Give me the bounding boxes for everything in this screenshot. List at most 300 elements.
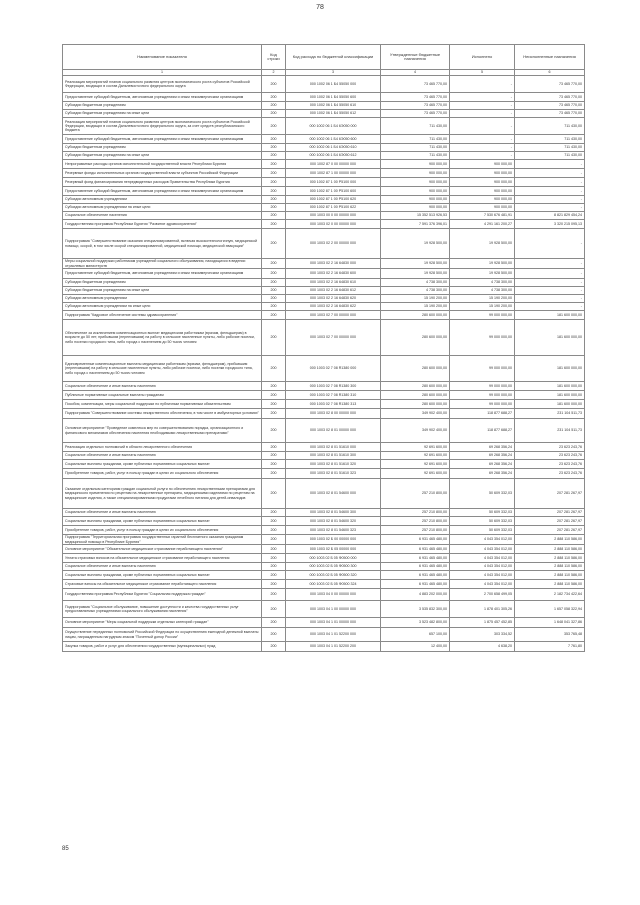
row-name: Реализация отдельных полномочий в области лекарственного обеспечения <box>63 443 262 452</box>
row-name: Субсидии бюджетным учреждениям <box>63 279 262 287</box>
row-code: 200 <box>262 469 286 479</box>
row-plan: 900 000,00 <box>381 169 450 178</box>
row-rest: 2 888 110 586,00 <box>515 554 585 563</box>
row-name: Субсидии автономным учреждениям на иные цели <box>63 204 262 212</box>
row-done: 1 875 457 452,85 <box>450 618 515 628</box>
row-plan: 6 931 465 480,00 <box>381 535 450 545</box>
row-name: Государственная программа Республики Бурятия "Развитие здравоохранения" <box>63 220 262 229</box>
row-code: 200 <box>262 554 286 563</box>
row-code: 200 <box>262 443 286 452</box>
row-plan: 6 931 465 480,00 <box>381 580 450 589</box>
row-name: Приобретение товаров, работ, услуг в пользу граждан в целях их социального обеспечения <box>63 526 262 535</box>
row-code: 200 <box>262 356 286 382</box>
row-rest: 2 888 110 586,00 <box>515 545 585 554</box>
row-rest: 73 465 770,00 <box>515 102 585 110</box>
row-plan: 349 902 400,00 <box>381 409 450 419</box>
col-header-plan: Утвержденные бюджетные назначения <box>381 45 450 70</box>
row-plan: 900 000,00 <box>381 160 450 169</box>
row-name: Социальное обеспечение и иные выплаты населению <box>63 382 262 391</box>
row-kbk: 000 1003 02 8 01 51610 300 <box>286 452 381 460</box>
row-plan: 73 465 770,00 <box>381 76 450 93</box>
row-plan: 19 928 500,00 <box>381 269 450 279</box>
table-row <box>63 178 585 187</box>
table-row <box>63 571 585 580</box>
row-name: Субсидии бюджетным учреждениям на иные цели <box>63 152 262 160</box>
row-kbk: 000 1003 02 Б 05 00000 000 <box>286 545 381 554</box>
row-done: 118 877 688,27 <box>450 409 515 419</box>
table-row <box>63 563 585 571</box>
row-done: 4 043 354 012,00 <box>450 571 515 580</box>
row-kbk: 000 1003 02 7 08 R1380 313 <box>286 400 381 409</box>
row-name: Предоставление субсидий бюджетным, автономным учреждениям и иным некоммерческим организациям <box>63 269 262 279</box>
row-kbk: 000 1002 06 1 Б4 6Э050 000 <box>286 118 381 135</box>
table-row <box>63 279 585 287</box>
row-code: 200 <box>262 452 286 460</box>
col-header-name: Наименование показателя <box>63 45 262 70</box>
row-code: 200 <box>262 178 286 187</box>
row-kbk: 000 1002 06 1 Б4 55050 600 <box>286 93 381 102</box>
table-row <box>63 535 585 545</box>
row-done: - <box>450 144 515 152</box>
col-header-kbk: Код расхода по бюджетной классификации <box>286 45 381 70</box>
row-kbk: 000 1003 02 2 16 64830 610 <box>286 279 381 287</box>
table-row <box>63 419 585 443</box>
row-code: 200 <box>262 400 286 409</box>
row-code: 200 <box>262 419 286 443</box>
row-code: 200 <box>262 76 286 93</box>
row-code: 200 <box>262 279 286 287</box>
row-code: 200 <box>262 479 286 509</box>
row-rest: 1 648 041 327,86 <box>515 618 585 628</box>
row-code: 200 <box>262 187 286 196</box>
row-kbk: 000 1003 02 Б 05 Ф0500 300 <box>286 563 381 571</box>
row-code: 200 <box>262 382 286 391</box>
row-done: 4 043 354 012,00 <box>450 535 515 545</box>
row-done: 50 609 332,03 <box>450 517 515 526</box>
col-index: 6 <box>515 70 585 76</box>
row-rest: 2 888 110 586,00 <box>515 563 585 571</box>
row-kbk: 000 1003 04 1 01 00000 000 <box>286 618 381 628</box>
table-row <box>63 469 585 479</box>
row-done: 7 530 676 481,91 <box>450 212 515 220</box>
row-rest: - <box>515 160 585 169</box>
row-plan: 3 523 482 800,00 <box>381 618 450 628</box>
row-kbk: 000 1003 02 8 01 51610 320 <box>286 460 381 469</box>
row-done: 900 000,00 <box>450 178 515 187</box>
row-kbk: 000 1003 04 1 01 52200 000 <box>286 628 381 642</box>
row-kbk: 000 1003 02 7 08 R1380 300 <box>286 382 381 391</box>
table-row <box>63 259 585 269</box>
row-rest: 181 600 000,00 <box>515 400 585 409</box>
col-index: 1 <box>63 70 262 76</box>
row-done: 4 043 354 012,00 <box>450 563 515 571</box>
row-code: 200 <box>262 269 286 279</box>
row-done: 69 268 356,24 <box>450 443 515 452</box>
row-rest: - <box>515 259 585 269</box>
row-kbk: 000 1003 02 8 01 51610 323 <box>286 469 381 479</box>
row-kbk: 000 1002 87 1 00 Р5100 622 <box>286 204 381 212</box>
row-code: 200 <box>262 509 286 517</box>
row-kbk: 000 1002 06 1 Б4 55050 610 <box>286 102 381 110</box>
col-index: 5 <box>450 70 515 76</box>
row-kbk: 000 1003 02 2 16 64830 612 <box>286 287 381 295</box>
row-done: 4 738 300,00 <box>450 287 515 295</box>
row-done: 900 000,00 <box>450 187 515 196</box>
row-name: Субсидии бюджетным учреждениям <box>63 102 262 110</box>
table-body <box>63 76 585 652</box>
row-rest: 231 104 511,73 <box>515 419 585 443</box>
table-row <box>63 460 585 469</box>
row-rest: 23 623 243,76 <box>515 469 585 479</box>
row-kbk: 000 1003 04 1 00 00000 000 <box>286 601 381 618</box>
row-name: Закупка товаров, работ и услуг для обеспечения государственных (муниципальных) нужд <box>63 642 262 652</box>
row-code: 200 <box>262 135 286 144</box>
row-name: Непрограммные расходы органов исполнительной государственной власти Республики Бурятия <box>63 160 262 169</box>
row-rest: 2 888 110 586,00 <box>515 535 585 545</box>
row-name: Реализация мероприятий планов социального развития центров экономического роста субъектов Российской Федерации, входящих в состав Дальневосточного федерального округа <box>63 76 262 93</box>
row-name: Предоставление субсидий бюджетным, автономным учреждениям и иным некоммерческим организациям <box>63 135 262 144</box>
row-name: Публичные нормативные социальные выплаты гражданам <box>63 391 262 400</box>
row-kbk: 000 1003 02 8 01 54600 300 <box>286 509 381 517</box>
row-code: 200 <box>262 589 286 601</box>
row-code: 200 <box>262 169 286 178</box>
row-rest: 711 430,00 <box>515 135 585 144</box>
row-done: 4 043 354 012,00 <box>450 545 515 554</box>
row-rest: 73 465 770,00 <box>515 76 585 93</box>
row-kbk: 000 1002 87 1 00 Р5100 600 <box>286 187 381 196</box>
col-index: 2 <box>262 70 286 76</box>
row-done: - <box>450 110 515 118</box>
row-rest: 23 623 243,76 <box>515 452 585 460</box>
row-kbk: 000 1003 02 8 00 00000 000 <box>286 409 381 419</box>
row-done: 303 334,52 <box>450 628 515 642</box>
row-done: 99 000 000,00 <box>450 311 515 320</box>
row-code: 200 <box>262 618 286 628</box>
table-row <box>63 160 585 169</box>
row-plan: 73 465 770,00 <box>381 93 450 102</box>
row-name: Субсидии бюджетным учреждениям <box>63 144 262 152</box>
row-code: 200 <box>262 545 286 554</box>
row-code: 200 <box>262 601 286 618</box>
row-rest: 207 281 267,97 <box>515 526 585 535</box>
row-done: 50 609 332,03 <box>450 479 515 509</box>
row-code: 200 <box>262 196 286 204</box>
table-row <box>63 118 585 135</box>
row-done: 4 043 354 012,00 <box>450 554 515 563</box>
row-rest: 207 281 267,97 <box>515 509 585 517</box>
row-kbk: 000 1002 87 1 00 Р5100 620 <box>286 196 381 204</box>
row-kbk: 000 1003 02 7 00 00000 000 <box>286 320 381 356</box>
row-name: Меры социальной поддержки работникам учреждений социального обслуживания, находящихся в ведении отраслевых министерств <box>63 259 262 269</box>
row-plan: 349 902 400,00 <box>381 419 450 443</box>
col-header-done: Исполнено <box>450 45 515 70</box>
table-row <box>63 303 585 311</box>
row-name: Страховые взносы на обязательное медицинское страхование неработающего населения <box>63 580 262 589</box>
row-name: Подпрограмма "Кадровое обеспечение системы здравоохранения" <box>63 311 262 320</box>
row-kbk: 000 1003 02 8 01 54600 000 <box>286 479 381 509</box>
row-plan: 15 190 200,00 <box>381 295 450 303</box>
row-plan: 3 535 832 300,00 <box>381 601 450 618</box>
row-rest: 181 600 000,00 <box>515 311 585 320</box>
row-code: 200 <box>262 563 286 571</box>
table-row <box>63 409 585 419</box>
row-done: 99 000 000,00 <box>450 400 515 409</box>
row-rest: 2 888 110 586,00 <box>515 580 585 589</box>
row-code: 200 <box>262 571 286 580</box>
row-code: 200 <box>262 320 286 356</box>
table-row <box>63 400 585 409</box>
row-plan: 15 352 513 926,53 <box>381 212 450 220</box>
row-plan: 4 738 300,00 <box>381 279 450 287</box>
row-plan: 280 600 000,00 <box>381 311 450 320</box>
row-name: Приобретение товаров, работ, услуг в пользу граждан в целях их социального обеспечения <box>63 469 262 479</box>
table-row <box>63 204 585 212</box>
row-code: 200 <box>262 160 286 169</box>
row-code: 200 <box>262 229 286 259</box>
row-done: 900 000,00 <box>450 196 515 204</box>
row-done: 1 878 401 305,26 <box>450 601 515 618</box>
table-row <box>63 93 585 102</box>
row-code: 200 <box>262 642 286 652</box>
row-plan: 6 931 465 480,00 <box>381 554 450 563</box>
row-plan: 257 210 800,00 <box>381 517 450 526</box>
table-row <box>63 212 585 220</box>
row-name: Субсидии автономным учреждениям <box>63 295 262 303</box>
row-code: 200 <box>262 526 286 535</box>
row-done: 99 000 000,00 <box>450 320 515 356</box>
row-name: Субсидии автономным учреждениям <box>63 196 262 204</box>
table-row <box>63 295 585 303</box>
row-plan: 19 928 500,00 <box>381 259 450 269</box>
row-plan: 280 600 000,00 <box>381 320 450 356</box>
row-kbk: 000 1002 87 0 00 00000 000 <box>286 160 381 169</box>
row-rest: 181 600 000,00 <box>515 391 585 400</box>
row-code: 200 <box>262 93 286 102</box>
row-rest: - <box>515 295 585 303</box>
row-name: Субсидии бюджетным учреждениям на иные цели <box>63 287 262 295</box>
row-name: Социальное обеспечение и иные выплаты населению <box>63 563 262 571</box>
table-row <box>63 642 585 652</box>
table-row <box>63 443 585 452</box>
row-plan: 900 000,00 <box>381 196 450 204</box>
row-code: 200 <box>262 295 286 303</box>
row-name: Основное мероприятие "Проведение комплекса мер по совершенствованию порядка, организационного и финансового механизмов обеспечения населения необходимыми лекарственными препаратами" <box>63 419 262 443</box>
row-plan: 900 000,00 <box>381 187 450 196</box>
col-index: 4 <box>381 70 450 76</box>
row-done: 50 609 332,03 <box>450 509 515 517</box>
row-plan: 280 600 000,00 <box>381 391 450 400</box>
row-rest: 711 430,00 <box>515 144 585 152</box>
row-kbk: 000 1003 02 2 16 64830 620 <box>286 295 381 303</box>
row-rest: 181 600 000,00 <box>515 356 585 382</box>
row-kbk: 000 1003 02 2 16 64830 622 <box>286 303 381 311</box>
table-row <box>63 196 585 204</box>
row-rest: 711 430,00 <box>515 152 585 160</box>
row-rest: - <box>515 279 585 287</box>
row-plan: 280 600 000,00 <box>381 400 450 409</box>
row-kbk: 000 1002 87 1 00 00000 000 <box>286 169 381 178</box>
row-plan: 711 430,00 <box>381 144 450 152</box>
table-row <box>63 479 585 509</box>
row-name: Государственная программа Республики Бурятия "Социальная поддержка граждан" <box>63 589 262 601</box>
row-rest: 73 465 770,00 <box>515 93 585 102</box>
row-code: 200 <box>262 220 286 229</box>
row-rest: 2 182 734 422,64 <box>515 589 585 601</box>
row-done: 900 000,00 <box>450 169 515 178</box>
row-name: Осуществление переданных полномочий Российской Федерации по осуществлению ежегодной денежной выплаты лицам, награжденным нагрудным знаком "Почетный донор России" <box>63 628 262 642</box>
table-row <box>63 589 585 601</box>
row-code: 200 <box>262 409 286 419</box>
row-plan: 4 738 300,00 <box>381 287 450 295</box>
table-row <box>63 144 585 152</box>
table-row <box>63 269 585 279</box>
table-row <box>63 169 585 178</box>
row-rest: - <box>515 169 585 178</box>
row-code: 200 <box>262 204 286 212</box>
page-number-top: 78 <box>316 4 324 11</box>
row-rest: - <box>515 178 585 187</box>
row-plan: 280 600 000,00 <box>381 356 450 382</box>
row-name: Пособия, компенсации, меры социальной поддержки по публичным нормативным обязательствам <box>63 400 262 409</box>
row-code: 200 <box>262 287 286 295</box>
row-done: 15 190 200,00 <box>450 295 515 303</box>
row-kbk: 000 1003 02 Б 00 00000 000 <box>286 535 381 545</box>
row-done: 99 000 000,00 <box>450 356 515 382</box>
row-kbk: 000 1003 02 8 01 51610 000 <box>286 443 381 452</box>
row-rest: - <box>515 196 585 204</box>
row-name: Субсидии бюджетным учреждениям на иные цели <box>63 110 262 118</box>
row-done: 2 700 658 499,05 <box>450 589 515 601</box>
row-rest: - <box>515 204 585 212</box>
row-done: 99 000 000,00 <box>450 382 515 391</box>
table-row <box>63 526 585 535</box>
row-kbk: 000 1003 02 2 16 64830 000 <box>286 259 381 269</box>
row-rest: 353 765,48 <box>515 628 585 642</box>
row-code: 200 <box>262 535 286 545</box>
row-plan: 6 931 465 480,00 <box>381 545 450 554</box>
row-plan: 92 691 600,00 <box>381 452 450 460</box>
row-rest: 8 821 829 454,24 <box>515 212 585 220</box>
row-code: 200 <box>262 118 286 135</box>
row-plan: 6 931 465 480,00 <box>381 571 450 580</box>
row-done: 69 268 356,24 <box>450 460 515 469</box>
row-done: 69 268 356,24 <box>450 452 515 460</box>
row-done: 4 738 300,00 <box>450 279 515 287</box>
row-name: Реализация мероприятий планов социального развития центров экономического роста субъектов Российской Федерации, входящих в состав Дальневосточного федерального округа, за счет средств республиканского бюджета <box>63 118 262 135</box>
row-done: 99 000 000,00 <box>450 391 515 400</box>
row-kbk: 000 1002 06 1 Б4 6Э050 612 <box>286 152 381 160</box>
row-kbk: 000 1003 02 2 00 00000 000 <box>286 229 381 259</box>
col-index: 3 <box>286 70 381 76</box>
row-kbk: 000 1003 04 0 00 00000 000 <box>286 589 381 601</box>
row-code: 200 <box>262 311 286 320</box>
row-plan: 4 883 202 000,00 <box>381 589 450 601</box>
row-kbk: 000 1002 06 1 Б4 55050 612 <box>286 110 381 118</box>
row-name: Социальное обеспечение и иные выплаты населению <box>63 509 262 517</box>
row-plan: 657 100,00 <box>381 628 450 642</box>
row-rest: 73 465 770,00 <box>515 110 585 118</box>
row-plan: 900 000,00 <box>381 178 450 187</box>
row-rest: 7 761,80 <box>515 642 585 652</box>
row-plan: 12 400,00 <box>381 642 450 652</box>
row-kbk: 000 1003 02 7 08 R1380 000 <box>286 356 381 382</box>
row-plan: 73 465 770,00 <box>381 102 450 110</box>
table-row <box>63 545 585 554</box>
row-code: 200 <box>262 144 286 152</box>
row-name: Субсидии автономным учреждениям на иные цели <box>63 303 262 311</box>
row-name: Резервные фонды исполнительных органов государственной власти субъектов Российской Федерации <box>63 169 262 178</box>
row-kbk: 000 1003 02 0 00 00000 000 <box>286 220 381 229</box>
row-plan: 257 210 800,00 <box>381 526 450 535</box>
table-row <box>63 601 585 618</box>
table-row <box>63 187 585 196</box>
table-row <box>63 554 585 563</box>
row-name: Социальные выплаты гражданам, кроме публичных нормативных социальных выплат <box>63 517 262 526</box>
row-done: 69 268 356,24 <box>450 469 515 479</box>
row-kbk: 000 1003 02 7 08 R1380 310 <box>286 391 381 400</box>
row-rest: 207 281 267,97 <box>515 517 585 526</box>
row-name: Социальное обеспечение и иные выплаты населению <box>63 452 262 460</box>
row-done: 19 928 500,00 <box>450 269 515 279</box>
row-done: 900 000,00 <box>450 204 515 212</box>
row-kbk: 000 1003 02 2 16 64830 600 <box>286 269 381 279</box>
row-rest: 2 888 110 586,00 <box>515 571 585 580</box>
table-row <box>63 452 585 460</box>
table-row <box>63 618 585 628</box>
row-done: - <box>450 76 515 93</box>
row-done: - <box>450 152 515 160</box>
row-done: 50 609 332,03 <box>450 526 515 535</box>
row-rest: 207 281 267,97 <box>515 479 585 509</box>
row-kbk: 000 1002 87 1 00 Р5100 000 <box>286 178 381 187</box>
row-rest: 711 430,00 <box>515 118 585 135</box>
row-name: Основное мероприятие "Обязательное медицинское страхование неработающего населения" <box>63 545 262 554</box>
table-row <box>63 320 585 356</box>
row-code: 200 <box>262 259 286 269</box>
row-done: 15 190 200,00 <box>450 303 515 311</box>
table-row <box>63 628 585 642</box>
row-rest: 23 623 243,76 <box>515 460 585 469</box>
row-done: 4 291 161 200,27 <box>450 220 515 229</box>
row-plan: 711 430,00 <box>381 135 450 144</box>
row-name: Предоставление субсидий бюджетным, автономным учреждениям и иным некоммерческим организациям <box>63 187 262 196</box>
row-plan: 711 430,00 <box>381 118 450 135</box>
row-code: 200 <box>262 580 286 589</box>
table-row <box>63 382 585 391</box>
row-name: Социальные выплаты гражданам, кроме публичных нормативных социальных выплат <box>63 460 262 469</box>
row-kbk: 000 1003 02 Б 05 Ф0500 000 <box>286 554 381 563</box>
row-rest: 181 600 000,00 <box>515 382 585 391</box>
row-rest: 3 320 215 095,13 <box>515 220 585 229</box>
row-kbk: 000 1002 06 1 Б4 6Э050 610 <box>286 144 381 152</box>
row-name: Резервный фонд финансирования непредвиденных расходов Правительства Республики Бурятия <box>63 178 262 187</box>
row-plan: 900 000,00 <box>381 204 450 212</box>
row-rest: - <box>515 287 585 295</box>
table-row <box>63 152 585 160</box>
row-plan: 92 691 600,00 <box>381 469 450 479</box>
row-code: 200 <box>262 391 286 400</box>
col-header-code: Код строки <box>262 45 286 70</box>
row-name: Единовременные компенсационные выплаты медицинским работникам (врачам, фельдшерам), прибывшим (переехавшим) на работу в сельские населенные пункты, либо рабочие поселки, либо поселки городского типа, либо города с населением до 50 тысяч человек <box>63 356 262 382</box>
row-name: Уплата страховых взносов на обязательное медицинское страхование неработающего населения <box>63 554 262 563</box>
table-row <box>63 102 585 110</box>
row-done: 118 877 688,27 <box>450 419 515 443</box>
row-kbk: 000 1003 04 1 01 52200 200 <box>286 642 381 652</box>
row-rest: - <box>515 303 585 311</box>
row-kbk: 000 1003 02 Б 05 Ф0500 324 <box>286 580 381 589</box>
table-row <box>63 287 585 295</box>
row-kbk: 000 1003 02 8 01 00000 000 <box>286 419 381 443</box>
